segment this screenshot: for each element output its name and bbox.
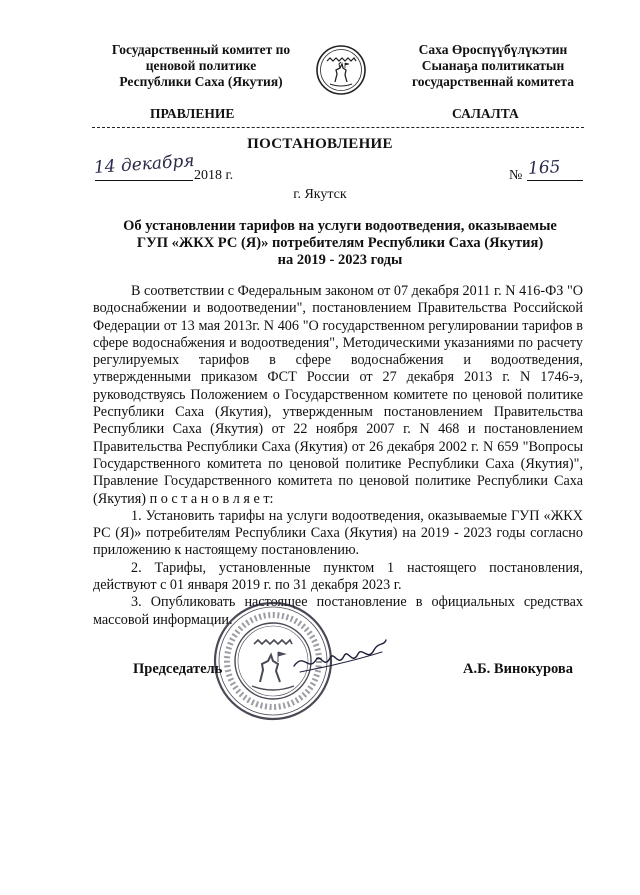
- preamble-paragraph: В соответствии с Федеральным законом от 07 декабря 2011 г. N 416-ФЗ "О водоснабжении и водоотведении", постановлением Правительства Российской Федерации от 13 мая 2013г. N 406 "О государственном регулировании тарифов в сфере водоснабжения и водоотведения", Методическими указаниями по расчету регулируемых тарифов в сфере водоснабжения и водоотведения, утвержденными приказом ФСТ России от 27 декабря 2013 г. N 1746-э, руководствуясь Положением о Государственном комитете по ценовой политике Республики Саха (Якутия), утвержденным постановлением Правительства Республики Саха (Якутия) от 22 ноября 2007 г. N 468 и постановлением Правительства Республики Саха (Якутия) от 26 декабря 2002 г. N 659 "Вопросы Государственного комитета по ценовой политике Республики Саха (Якутия)", Правление Государственного комитета по ценовой политике Республики Саха (Якутия) п о с т а н о в л я е т:: [93, 283, 583, 507]
- handwritten-signature-icon: [290, 632, 390, 692]
- handwritten-number: 165: [527, 157, 561, 179]
- title-line: Об установлении тарифов на услуги водоотведения, оказываемые: [123, 218, 557, 234]
- header-left-line: ценовой политике: [145, 58, 257, 73]
- committee-name-sakha: [388, 42, 598, 90]
- title-line: ГУП «ЖКХ РС (Я)» потребителям Республики Саха (Якутия): [136, 235, 544, 251]
- title-line: на 2019 - 2023 годы: [277, 252, 403, 268]
- clause-paragraph: 2. Тарифы, установленные пунктом 1 настоящего постановления, действуют с 01 января 2019 г. по 31 декабря 2023 г.: [93, 559, 583, 594]
- signatory-name: А.Б. Винокурова: [463, 661, 573, 677]
- handwritten-date: 14 декабря: [93, 151, 196, 178]
- header-right-line: Сыанаҕа политикатын: [421, 58, 565, 73]
- yakutia-coat-of-arms-icon: [315, 44, 367, 96]
- committee-name-russian: [96, 42, 306, 90]
- city: г. Якутск: [293, 187, 347, 202]
- document-body: [93, 283, 583, 629]
- document-title: [100, 218, 580, 269]
- header-divider: [92, 127, 584, 128]
- date-underline: [95, 180, 193, 181]
- header-left-line: Республики Саха (Якутия): [119, 74, 283, 89]
- header-left-line: Государственный комитет по: [111, 42, 291, 57]
- number-underline: [527, 180, 583, 181]
- signatory-title: Председатель: [133, 661, 223, 677]
- clause-paragraph: 1. Установить тарифы на услуги водоотведения, оказываемые ГУП «ЖКХ РС (Я)» потребителям Республики Саха (Якутия) на 2019 - 2023 годы согласно приложению к настоящему постановлению.: [93, 507, 583, 559]
- document-type: ПОСТАНОВЛЕНИЕ: [247, 136, 393, 152]
- board-label-russian: ПРАВЛЕНИЕ: [150, 106, 235, 121]
- board-label-sakha: САЛАЛТА: [452, 106, 519, 121]
- clause-paragraph: 3. Опубликовать настоящее постановление в официальных средствах массовой информации.: [93, 594, 583, 628]
- header-right-line: государственнай комитета: [412, 74, 574, 89]
- date-year: 2018 г.: [194, 168, 234, 183]
- header-right-line: Саха Өроспүүбүлүкэтин: [418, 42, 568, 57]
- number-label: №: [509, 168, 523, 183]
